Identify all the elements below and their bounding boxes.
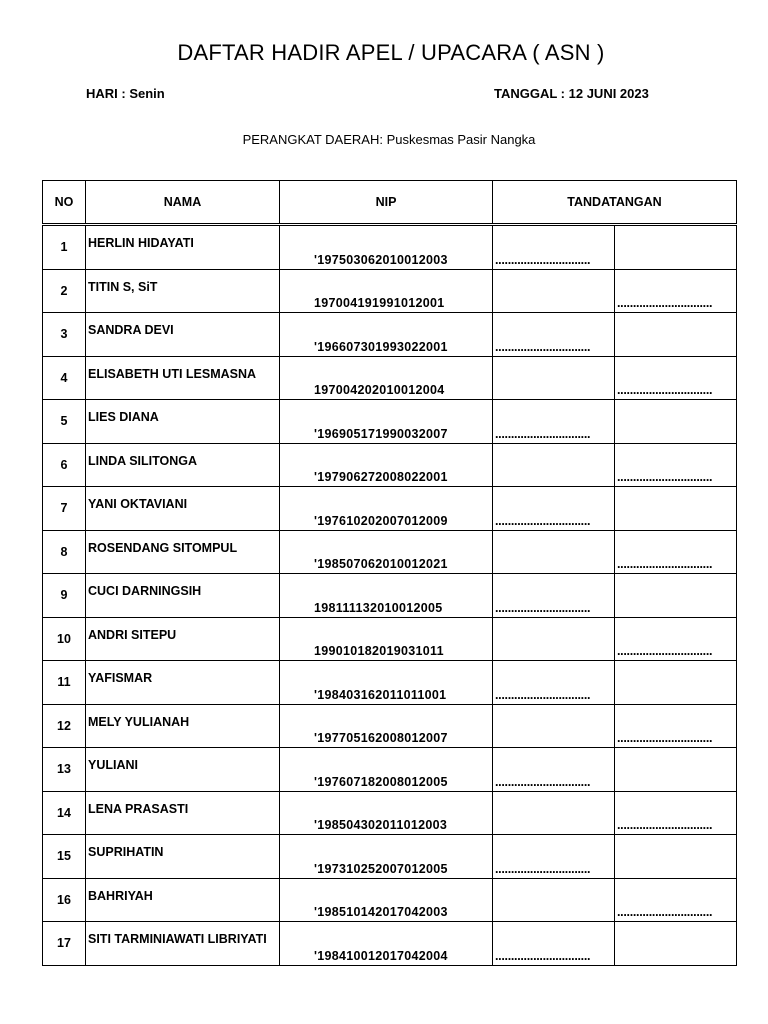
- day-label: HARI : Senin: [86, 86, 165, 101]
- signature-cell-right[interactable]: [615, 356, 737, 400]
- signature-cell-right[interactable]: [615, 443, 737, 487]
- employee-nip: [280, 400, 493, 444]
- employee-name: [86, 225, 280, 270]
- employee-nip: [280, 661, 493, 705]
- employee-name-text: YANI OKTAVIANI: [88, 497, 188, 511]
- signature-cell-right[interactable]: [615, 922, 737, 966]
- employee-nip: [280, 225, 493, 270]
- signature-cell-right[interactable]: [615, 835, 737, 879]
- row-number: 8: [43, 530, 86, 574]
- employee-name-text: HERLIN HIDAYATI: [88, 236, 194, 250]
- employee-nip: [280, 748, 493, 792]
- employee-name: [86, 748, 280, 792]
- table-row: [43, 878, 737, 922]
- signature-cell-left[interactable]: [493, 791, 615, 835]
- employee-nip: [280, 443, 493, 487]
- signature-line: ..............................: [495, 687, 591, 702]
- employee-name: [86, 878, 280, 922]
- employee-nip-text: 198111132010012005: [314, 600, 443, 615]
- employee-name: [86, 661, 280, 705]
- signature-line: ..............................: [495, 861, 591, 876]
- employee-nip-text: '196905171990032007: [314, 426, 448, 441]
- employee-name: [86, 704, 280, 748]
- employee-name: [86, 443, 280, 487]
- employee-nip: [280, 356, 493, 400]
- employee-name-text: CUCI DARNINGSIH: [88, 584, 202, 598]
- signature-cell-right[interactable]: [615, 313, 737, 357]
- employee-nip: [280, 530, 493, 574]
- employee-nip: [280, 617, 493, 661]
- signature-cell-left[interactable]: [493, 400, 615, 444]
- employee-nip: [280, 574, 493, 618]
- employee-name-text: SITI TARMINIAWATI LIBRIYATI: [88, 932, 267, 946]
- signature-line: ..............................: [495, 948, 591, 963]
- table-row: [43, 487, 737, 531]
- employee-name: [86, 400, 280, 444]
- row-number: 6: [43, 443, 86, 487]
- row-number: 16: [43, 878, 86, 922]
- signature-cell-right[interactable]: [615, 617, 737, 661]
- signature-cell-right[interactable]: [615, 661, 737, 705]
- signature-line: ..............................: [495, 774, 591, 789]
- column-header-no: NO: [43, 181, 86, 225]
- signature-cell-left[interactable]: [493, 269, 615, 313]
- date-label: TANGGAL : 12 JUNI 2023: [494, 86, 649, 101]
- employee-name-text: SANDRA DEVI: [88, 323, 174, 337]
- table-body: [43, 225, 737, 966]
- table-row: [43, 748, 737, 792]
- signature-cell-left[interactable]: [493, 313, 615, 357]
- employee-name: [86, 617, 280, 661]
- signature-cell-right[interactable]: [615, 878, 737, 922]
- signature-line: ..............................: [617, 383, 713, 397]
- signature-line: ..............................: [495, 600, 591, 615]
- signature-cell-right[interactable]: [615, 400, 737, 444]
- employee-name: [86, 313, 280, 357]
- column-header-nip: NIP: [280, 181, 493, 225]
- signature-line: ..............................: [617, 557, 713, 571]
- employee-nip: [280, 922, 493, 966]
- table-row: [43, 269, 737, 313]
- signature-line: ..............................: [617, 296, 713, 310]
- table-row: [43, 400, 737, 444]
- employee-nip: [280, 878, 493, 922]
- signature-cell-left[interactable]: [493, 487, 615, 531]
- signature-line: ..............................: [617, 470, 713, 484]
- signature-cell-left[interactable]: [493, 748, 615, 792]
- table-row: [43, 617, 737, 661]
- column-header-signature: TANDATANGAN: [493, 181, 737, 225]
- signature-cell-right[interactable]: [615, 269, 737, 313]
- signature-cell-left[interactable]: [493, 443, 615, 487]
- document-title: DAFTAR HADIR APEL / UPACARA ( ASN ): [177, 40, 605, 65]
- employee-name: [86, 791, 280, 835]
- employee-name: [86, 487, 280, 531]
- employee-name-text: TITIN S, SiT: [88, 279, 158, 294]
- signature-cell-right[interactable]: [615, 487, 737, 531]
- employee-name-text: LINDA SILITONGA: [88, 453, 198, 468]
- signature-cell-left[interactable]: [493, 356, 615, 400]
- table-row: [43, 922, 737, 966]
- signature-cell-left[interactable]: [493, 835, 615, 879]
- table-row: [43, 530, 737, 574]
- signature-line: ..............................: [617, 905, 713, 919]
- employee-nip-text: '198507062010012021: [314, 557, 448, 571]
- column-header-name: NAMA: [86, 181, 280, 225]
- employee-nip: [280, 791, 493, 835]
- employee-name-text: ANDRI SITEPU: [88, 627, 177, 642]
- employee-name: [86, 835, 280, 879]
- row-number: 11: [43, 661, 86, 705]
- row-number: 12: [43, 704, 86, 748]
- employee-name-text: LIES DIANA: [88, 410, 159, 424]
- signature-cell-right[interactable]: [615, 574, 737, 618]
- employee-nip: [280, 269, 493, 313]
- employee-nip-text: '197610202007012009: [314, 513, 448, 528]
- table-row: [43, 661, 737, 705]
- row-number: 7: [43, 487, 86, 531]
- signature-cell-right[interactable]: [615, 225, 737, 270]
- employee-nip: [280, 313, 493, 357]
- signature-cell-left[interactable]: [493, 225, 615, 270]
- row-number: 10: [43, 617, 86, 661]
- row-number: 13: [43, 748, 86, 792]
- employee-nip-text: '197607182008012005: [314, 774, 448, 789]
- employee-nip: [280, 487, 493, 531]
- employee-name-text: ELISABETH UTI LESMASNA: [88, 366, 257, 381]
- employee-nip-text: '197906272008022001: [314, 470, 448, 484]
- signature-cell-left[interactable]: [493, 878, 615, 922]
- signature-cell-right[interactable]: [615, 530, 737, 574]
- signature-cell-left[interactable]: [493, 617, 615, 661]
- employee-name-text: YAFISMAR: [88, 671, 153, 685]
- employee-nip-text: '198504302011012003: [314, 818, 448, 832]
- employee-nip: [280, 835, 493, 879]
- employee-nip: [280, 704, 493, 748]
- attendance-table: [42, 180, 737, 966]
- employee-name: [86, 356, 280, 400]
- signature-line: ..............................: [617, 731, 713, 745]
- row-number: 9: [43, 574, 86, 618]
- signature-cell-right[interactable]: [615, 748, 737, 792]
- table-row: [43, 225, 737, 270]
- employee-name-text: LENA PRASASTI: [88, 801, 189, 816]
- table-row: [43, 443, 737, 487]
- signature-cell-right[interactable]: [615, 791, 737, 835]
- employee-nip-text: '198510142017042003: [314, 905, 448, 919]
- row-number: 4: [43, 356, 86, 400]
- signature-line: ..............................: [495, 339, 591, 354]
- organization-label: PERANGKAT DAERAH: Puskesmas Pasir Nangka: [242, 132, 536, 147]
- signature-cell-left[interactable]: [493, 704, 615, 748]
- employee-nip-text: '197310252007012005: [314, 861, 448, 876]
- signature-cell-left[interactable]: [493, 574, 615, 618]
- employee-nip-text: '197705162008012007: [314, 731, 448, 745]
- employee-name-text: BAHRIYAH: [88, 888, 153, 903]
- employee-name: [86, 269, 280, 313]
- row-number: 3: [43, 313, 86, 357]
- table-row: [43, 574, 737, 618]
- employee-name: [86, 574, 280, 618]
- employee-nip-text: 197004202010012004: [314, 383, 445, 397]
- row-number: 5: [43, 400, 86, 444]
- row-number: 17: [43, 922, 86, 966]
- signature-cell-left[interactable]: [493, 661, 615, 705]
- employee-name-text: SUPRIHATIN: [88, 845, 164, 859]
- employee-nip-text: '198410012017042004: [314, 948, 448, 963]
- employee-name-text: ROSENDANG SITOMPUL: [88, 540, 238, 555]
- signature-cell-right[interactable]: [615, 704, 737, 748]
- table-header-row: [43, 181, 737, 225]
- table-row: [43, 791, 737, 835]
- employee-name: [86, 530, 280, 574]
- employee-nip-text: '198403162011011001: [314, 687, 447, 702]
- employee-nip-text: 199010182019031011: [314, 644, 444, 658]
- row-number: 1: [43, 225, 86, 270]
- signature-line: ..............................: [617, 818, 713, 832]
- employee-name-text: YULIANI: [88, 758, 138, 772]
- table-row: [43, 313, 737, 357]
- signature-line: ..............................: [495, 513, 591, 528]
- employee-nip-text: 197004191991012001: [314, 296, 445, 310]
- employee-name: [86, 922, 280, 966]
- employee-nip-text: '196607301993022001: [314, 339, 448, 354]
- signature-cell-left[interactable]: [493, 530, 615, 574]
- table-row: [43, 704, 737, 748]
- signature-line: ..............................: [495, 426, 591, 441]
- row-number: 2: [43, 269, 86, 313]
- signature-line: ..............................: [495, 252, 591, 267]
- signature-line: ..............................: [617, 644, 713, 658]
- employee-name-text: MELY YULIANAH: [88, 714, 190, 729]
- row-number: 15: [43, 835, 86, 879]
- table-row: [43, 835, 737, 879]
- row-number: 14: [43, 791, 86, 835]
- table-row: [43, 356, 737, 400]
- signature-cell-left[interactable]: [493, 922, 615, 966]
- employee-nip-text: '197503062010012003: [314, 252, 448, 267]
